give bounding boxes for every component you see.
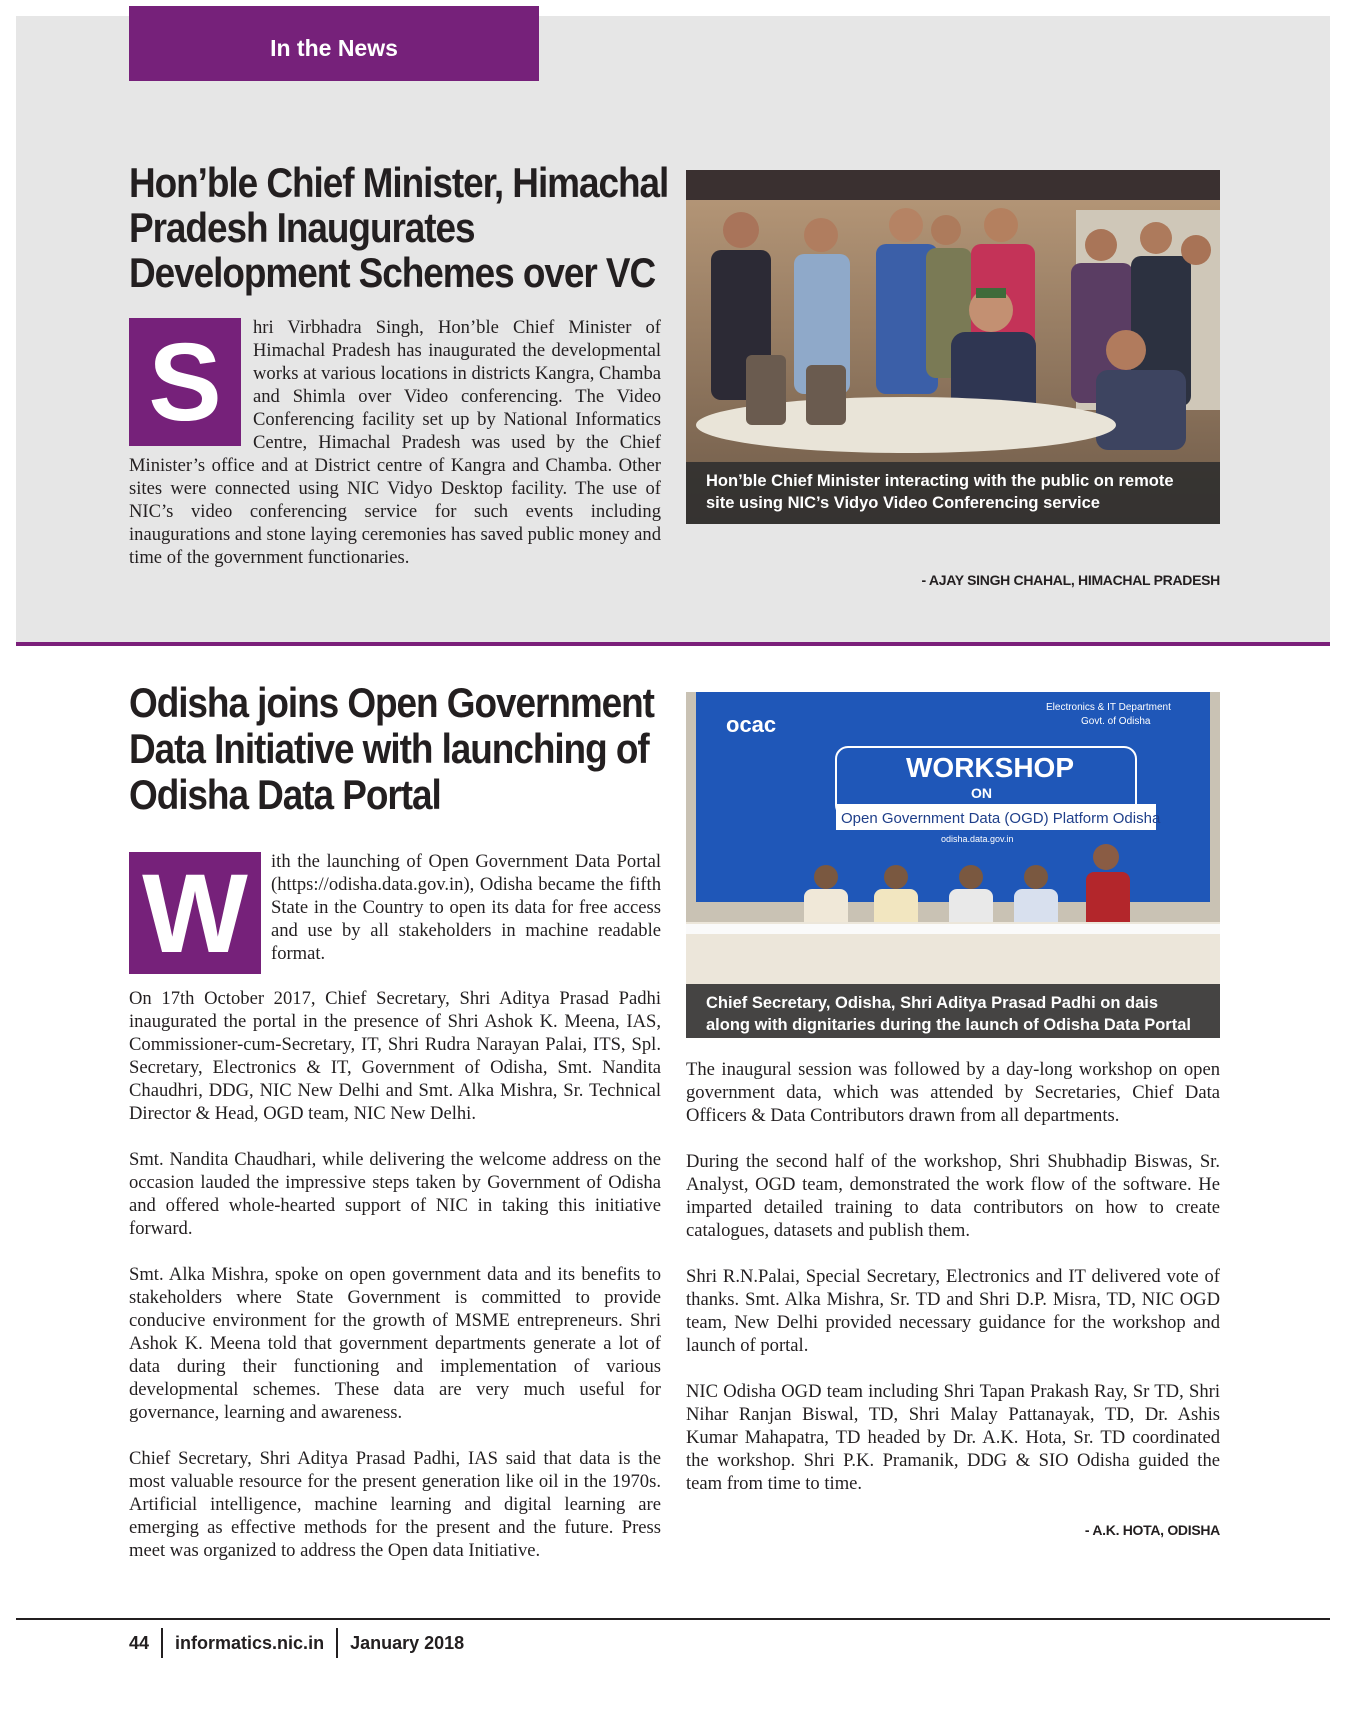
banner-on: ON [971,785,992,801]
footer-separator [161,1628,163,1658]
footer-website: informatics.nic.in [175,1632,325,1653]
section-divider [16,642,1330,646]
article1-photo-caption: Hon’ble Chief Minister interacting with the public on remote site using NIC’s Vidyo Video Conferencing service [686,462,1220,524]
dept-line2: Govt. of Odisha [1081,716,1151,727]
article2-paragraph: Smt. Alka Mishra, spoke on open government data and its benefits to stakeholders where State Government is committed to provide conducive environment for the growth of MSME entrepreneurs. Shri Ashok K. Meena told that government departments generate a lot of data during their functioning and implementation of various developmental schemes. These data are very much useful for governance, learning and awareness. [129,1264,661,1423]
article2-paragraph: Chief Secretary, Shri Aditya Prasad Padhi, IAS said that data is the most valuable resource for the present generation like oil in the 1970s. Artificial intelligence, machine learning and digital learning are emerging as effective methods for the present and the future. Press meet was organized to address the Open data Initiative. [129,1448,661,1561]
article1-credit: - AJAY SINGH CHAHAL, HIMACHAL PRADESH [921,572,1220,588]
article2-left-column [129,987,661,1562]
article2-paragraph: On 17th October 2017, Chief Secretary, Shri Aditya Prasad Padhi inaugurated the portal in the presence of Shri Ashok K. Meena, IAS, Commissioner-cum-Secretary, IT, Shri Rudra Narayan Palai, ITS, Spl. Secretary, Electronics & IT, Government of Odisha, Smt. Nandita Chaudhri, DDG, NIC New Delhi and Smt. Alka Mishra, Sr. Technical Director & Head, OGD team, NIC New Delhi. [129,988,661,1124]
article1-body-text: hri Virbhadra Singh, Hon’ble Chief Minister of Himachal Pradesh has inaugurated the developmental works at various locations in districts Kangra, Chamba and Shimla over Video conferencing. The Video Conferencing facility set up by National Informatics Centre, Himachal Pradesh was used by the Chief Minister’s office and at District centre of Kangra and Chamba. Other sites were connected using NIC Vidyo Desktop facility. The use of NIC’s video conferencing service for such events including inaugurations and stone laying ceremonies has saved public money and time of the government functionaries. [129,317,661,568]
banner-title: WORKSHOP [906,752,1074,783]
article2-paragraph: NIC Odisha OGD team including Shri Tapan Prakash Ray, Sr TD, Shri Nihar Ranjan Biswal, TD, Shri Malay Pattanayak, TD, Dr. Ashis Kumar Mahapatra, TD headed by Dr. A.K. Hota, Sr. TD coordinated the workshop. Shri P.K. Pramanik, DDG & SIO Odisha guided the team from time to time. [686,1381,1220,1494]
article2-right-column [686,1058,1220,1495]
footer-separator [336,1628,338,1658]
section-tab: In the News [129,6,539,81]
article1-headline: Hon’ble Chief Minister, Himachal Pradesh Inaugurates Development Schemes over VC [129,159,669,296]
page-number: 44 [129,1632,150,1653]
article2-headline: Odisha joins Open Government Data Initiative with launching of Odisha Data Portal [129,679,654,818]
footer-issue: January 2018 [350,1632,465,1653]
article2-paragraph: Smt. Nandita Chaudhari, while delivering the welcome address on the occasion lauded the impressive steps taken by Government of Odisha and offered whole-hearted support of NIC in taking this initiative forward. [129,1149,661,1239]
dept-line1: Electronics & IT Department [1046,702,1171,713]
banner-url: odisha.data.gov.in [941,834,1014,844]
article2-paragraph: The inaugural session was followed by a day-long workshop on open government data, which was attended by Secretaries, Chief Data Officers & Data Contributors drawn from all departments. [686,1059,1220,1126]
article2-intro: ith the launching of Open Government Data Portal (https://odisha.data.gov.in), Odisha became the fifth State in the Country to open its data for free access and use by all stakeholders in machine readable format. [271,851,661,964]
ocac-logo-text: ocac [726,712,777,737]
article2-dropcap: W [129,852,261,974]
article2-paragraph: During the second half of the workshop, Shri Shubhadip Biswas, Sr. Analyst, OGD team, demonstrated the work flow of the software. He imparted detailed training to data contributors on how to create catalogues, datasets and publish them. [686,1151,1220,1241]
page-footer [129,1628,464,1658]
article1-dropcap: S [129,318,241,446]
article2-credit: - A.K. HOTA, ODISHA [1084,1522,1220,1538]
article2-photo [686,692,1220,1038]
article1-photo [686,170,1220,524]
article2-photo-caption: Chief Secretary, Odisha, Shri Aditya Prasad Padhi on dais along with dignitaries during the launch of Odisha Data Portal [686,984,1220,1038]
article1-body [129,316,661,569]
banner-subtitle: Open Government Data (OGD) Platform Odisha [841,810,1161,827]
article2-paragraph: Shri R.N.Palai, Special Secretary, Electronics and IT delivered vote of thanks. Smt. Alka Mishra, Sr. TD and Shri D.P. Misra, TD, NIC OGD team, New Delhi provided necessary guidance for the workshop and launch of portal. [686,1266,1220,1356]
footer-rule [16,1618,1330,1620]
